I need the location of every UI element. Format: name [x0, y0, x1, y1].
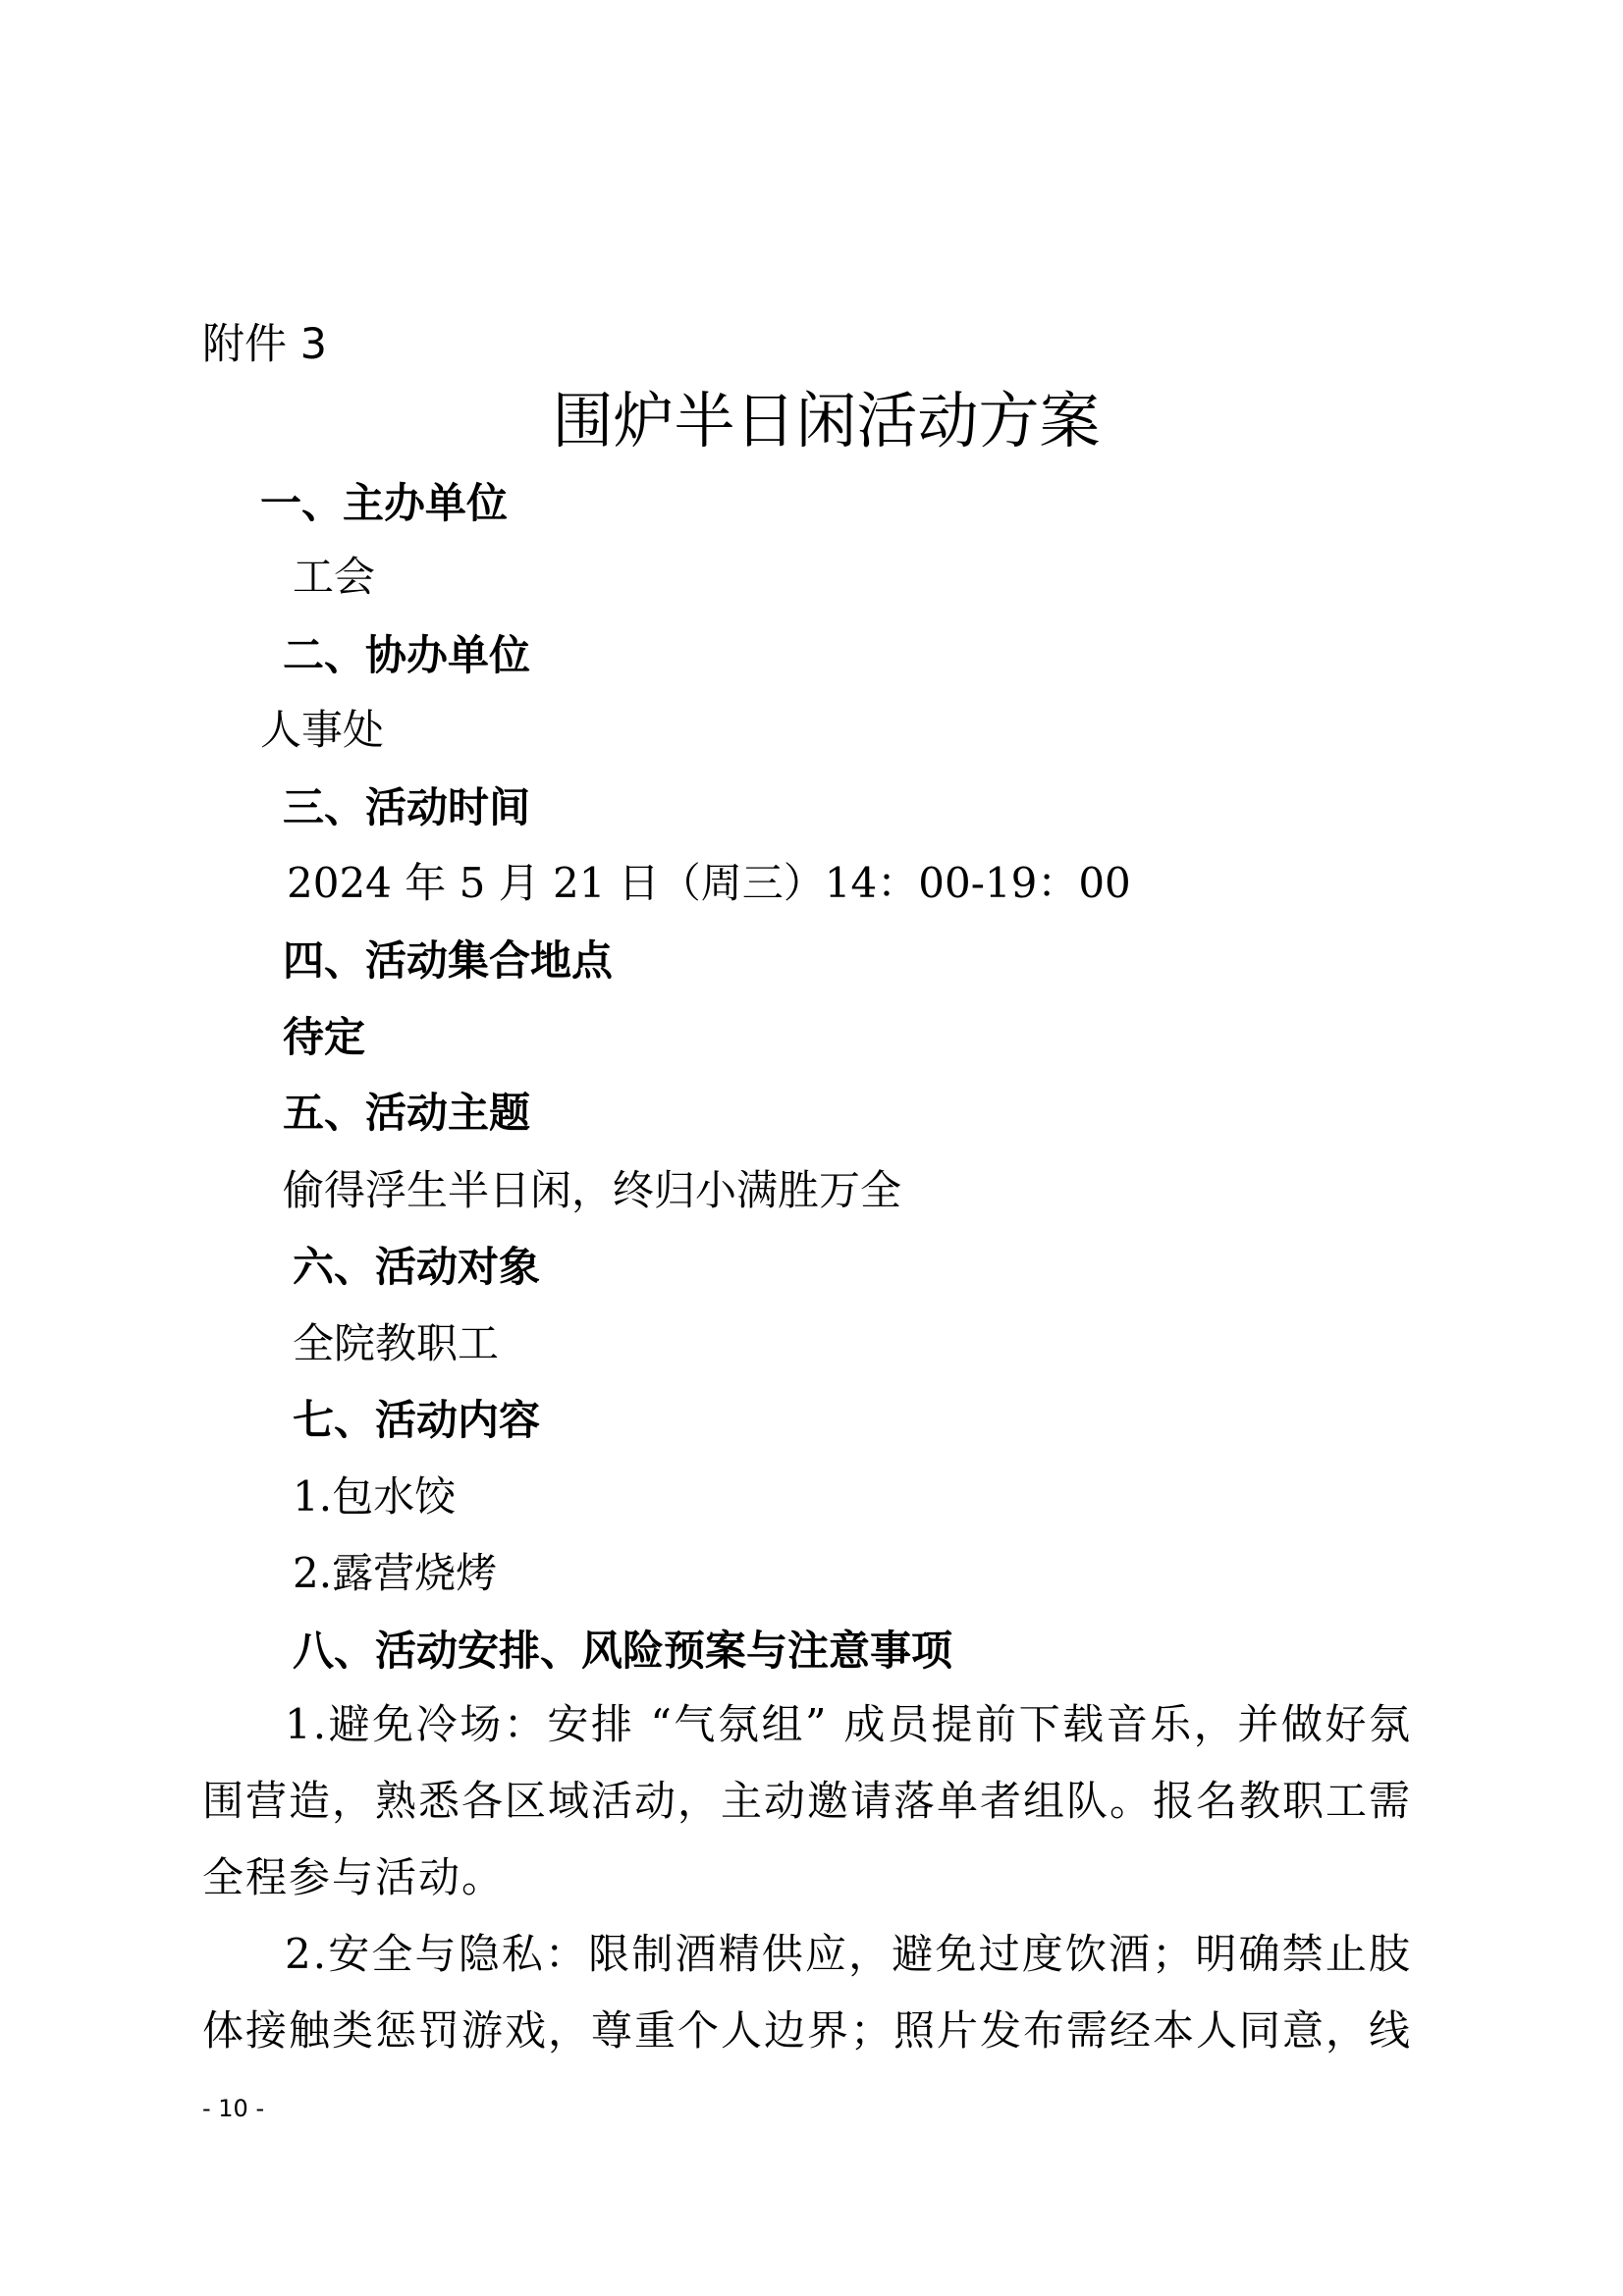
note-paragraph: 1.避免冷场：安排 “气氛组” 成员提前下载音乐，并做好氛围营造，熟悉各区域活动，主动邀请落单者组队。报名教职工需全程参与活动。	[202, 1700, 1413, 1901]
section-heading-location: 四、活动集合地点	[283, 936, 614, 985]
section-body-organizer: 工会	[293, 553, 376, 601]
note-paragraph: 2.安全与隐私：限制酒精供应，避免过度饮酒；明确禁止肢体接触类惩罚游戏，尊重个人边界；照片发布需经本人同意，线	[202, 1930, 1413, 2055]
page-number: - 10 -	[202, 2095, 265, 2122]
section-heading-theme: 五、活动主题	[283, 1089, 531, 1137]
section-body-audience: 全院教职工	[293, 1319, 500, 1367]
section-body-co-organizer: 人事处	[260, 706, 385, 754]
section-body-location: 待定	[283, 1013, 366, 1061]
section-body-theme: 偷得浮生半日闲，终归小满胜万全	[283, 1166, 902, 1214]
section-body-time: 2024 年 5 月 21 日（周三）14：00-19：00	[287, 859, 1131, 907]
content-item: 2.露营烧烤	[293, 1549, 498, 1597]
section-heading-arrangements: 八、活动安排、风险预案与注意事项	[293, 1627, 953, 1675]
section-heading-organizer: 一、主办单位	[260, 479, 509, 527]
section-heading-time: 三、活动时间	[283, 783, 531, 831]
section-heading-co-organizer: 二、协办单位	[283, 631, 531, 679]
section-heading-audience: 六、活动对象	[293, 1243, 541, 1291]
attachment-label: 附件 3	[202, 320, 328, 369]
section-heading-content: 七、活动内容	[293, 1396, 541, 1444]
document-title: 围炉半日闲活动方案	[552, 385, 1101, 456]
content-item: 1.包水饺	[293, 1472, 457, 1521]
